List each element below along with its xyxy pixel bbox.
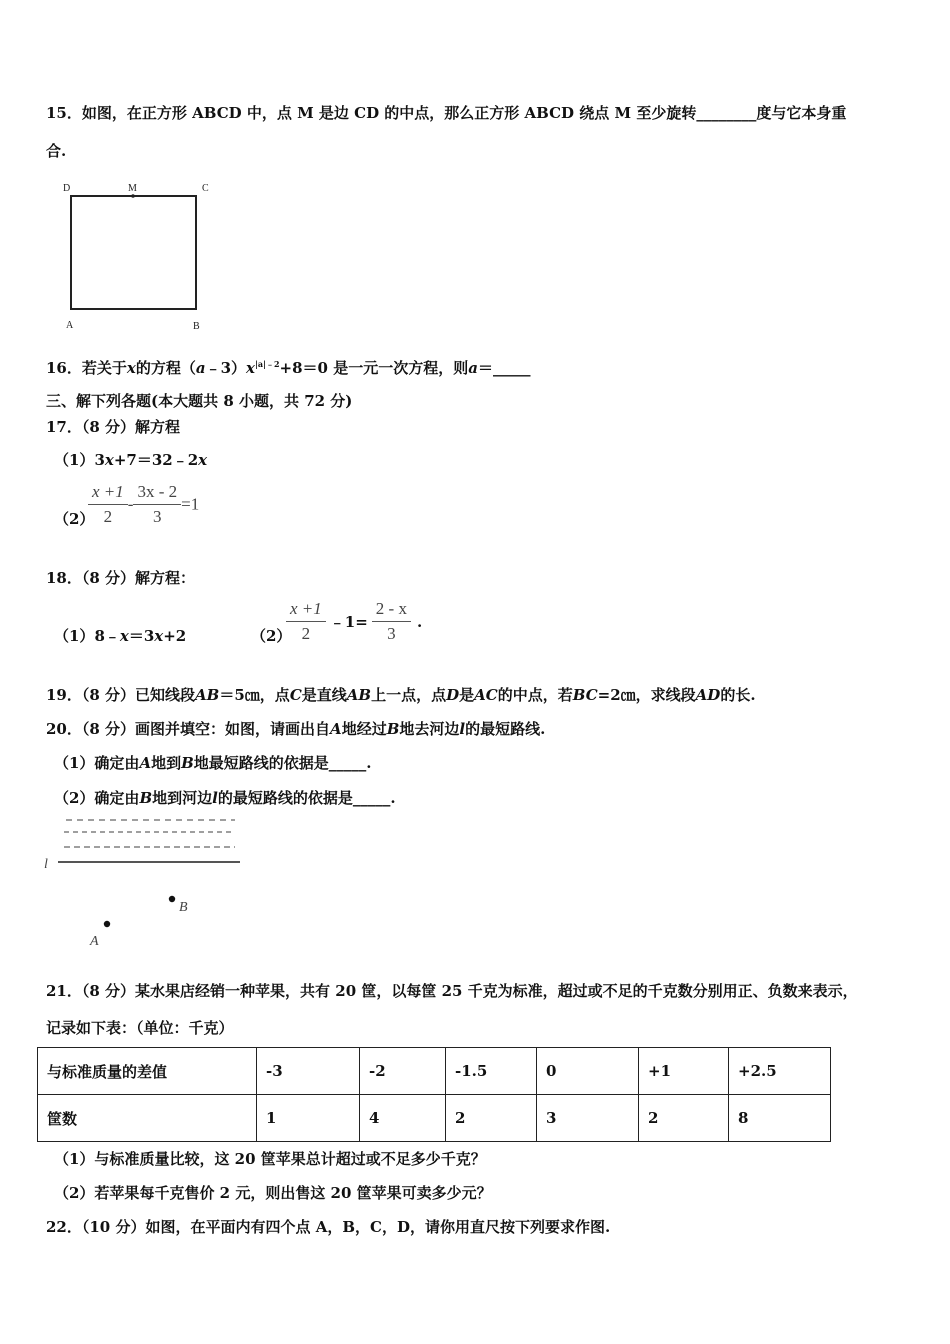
table-row [38,1095,831,1142]
q21-part2: （2）若苹果每千克售价 2 元，则出售这 20 筐苹果可卖多少元？ [54,1184,492,1202]
q17-minus: - [127,494,134,514]
q18-title: 18．（8 分）解方程： [46,569,196,587]
q18-p1-label: （1） [54,627,95,645]
q17-num-2: 3x - 2 [133,482,181,505]
q20-p2-c: 的最短路线的依据是_____. [217,789,396,807]
label-b: B [193,321,200,332]
point-m [131,194,135,198]
q17-den-1: 2 [103,507,113,526]
q16-prefix: 16．若关于 [46,359,127,377]
point-b [169,896,175,902]
q21-line1: 21．（8 分）某水果店经销一种苹果，共有 20 筐，以每筐 25 千克为标准，超过或不足的千克数分别用正、负数来表示， [46,982,858,1000]
q17-p1-x2: x [198,451,208,469]
table-cell: 1 [257,1095,360,1142]
q20-part1 [54,752,372,773]
q18-p1-b: ＝3 [128,627,155,645]
q19-t8: 的长. [720,686,756,704]
q18-den-2: 3 [387,624,396,643]
q20-part2 [54,787,396,808]
label-c: C [202,183,209,194]
q17-part2-expr [88,482,199,527]
table-cell: 3 [537,1095,639,1142]
q19-c: C [289,686,302,704]
q20-t4: 的最短路线. [465,720,546,738]
label-a: A [66,320,74,331]
section3-heading: 三、解下列各题(本大题共 8 小题，共 72 分) [46,392,353,410]
q17-title: 17．（8 分）解方程 [46,418,181,436]
q18-p2-label: （2） [251,627,292,645]
q19-t7: =2㎝，求线段 [597,686,696,704]
point-a [104,921,110,927]
label-d: D [63,183,71,194]
q16-blank: ＝_____ [477,359,531,377]
table-cell: 0 [537,1048,639,1095]
q18-p1-x1: x [119,627,129,645]
table-cell: 8 [729,1095,831,1142]
q17-p2-label: （2） [54,510,95,528]
q18-part1 [54,625,186,646]
q21-line2: 记录如下表：（单位：千克） [46,1019,234,1037]
q17-num-1: x +1 [88,482,128,505]
q19-t5: 是 [459,686,475,704]
q18-p1-a: 8﹣ [94,627,120,645]
q19-t2: ＝5㎝，点 [219,686,290,704]
q17-equals: =1 [181,494,200,514]
table-cell: 2 [446,1095,537,1142]
label-m: M [128,183,137,194]
table-row-label: 与标准质量的差值 [38,1048,257,1095]
q20-b: B [386,720,400,738]
q19-line [46,684,756,705]
q19-ab: AB [195,686,220,704]
q16-var-a2: a [468,359,478,377]
q19-ad: AD [695,686,721,704]
q19-bc: BC [572,686,598,704]
q19-ab2: AB [346,686,372,704]
q18-part2-expr [286,599,422,644]
q15-line2: 合. [46,142,67,160]
q19-t6: 的中点，若 [497,686,573,704]
q20-p2-a: （2）确定由 [54,789,140,807]
q15-line1: 15．如图，在正方形 ABCD 中，点 M 是边 CD 的中点，那么正方形 ABCD 绕点 M 至少旋转________度与它本身重 [46,104,847,122]
q18-den-1: 2 [301,624,311,643]
q16-mid: 的方程（ [135,359,196,377]
q19-ac: AC [474,686,498,704]
label-river-l: l [44,857,48,872]
q16-minus3: ﹣3） [205,359,247,377]
q16-line [46,357,530,378]
q20-t3: 地去河边 [399,720,460,738]
table-cell: 4 [360,1095,446,1142]
q19-t1: 19．（8 分）已知线段 [46,686,196,704]
q20-p2-b: 地到河边 [152,789,213,807]
q20-p1-A: A [139,754,152,772]
q21-part1: （1）与标准质量比较，这 20 筐苹果总计超过或不足多少千克？ [54,1150,486,1168]
q18-minus-one: ﹣1= [329,613,368,631]
label-point-b: B [179,900,188,915]
q17-p1-x1: x [104,451,114,469]
q18-fraction-1 [286,599,326,644]
q18-num-1: x +1 [286,599,326,622]
q20-p1-b: 地到 [151,754,182,772]
q16-var-x: x [126,359,136,377]
table-cell: -2 [360,1048,446,1095]
river-figure [40,812,250,952]
q19-t3: 是直线 [301,686,347,704]
weight-diff-table [37,1047,831,1142]
q18-fraction-2 [372,599,411,644]
table-cell: -1.5 [446,1048,537,1095]
table-cell: +1 [639,1048,729,1095]
q16-suffix: +8＝0 是一元一次方程，则 [279,359,469,377]
q17-fraction-2 [133,482,181,527]
q20-t2: 地经过 [341,720,387,738]
square-abcd [71,196,196,309]
table-row-label: 筐数 [38,1095,257,1142]
q20-a: A [330,720,342,738]
q20-l: l [459,720,466,738]
table-cell: +2.5 [729,1048,831,1095]
q20-p2-B: B [139,789,153,807]
q17-p1-label: （1） [54,451,95,469]
q20-line [46,718,545,739]
q22-line1: 22．（10 分）如图，在平面内有四个点 A，B，C，D，请你用直尺按下列要求作图. [46,1218,611,1236]
q19-d: D [446,686,460,704]
square-figure [55,178,225,336]
q17-part1 [54,449,207,470]
q16-var-x2: x [246,359,255,377]
table-cell: 2 [639,1095,729,1142]
q18-num-2: 2 - x [372,599,411,622]
table-row [38,1048,831,1095]
q18-p1-c: +2 [163,627,187,645]
q17-den-2: 3 [153,507,162,526]
q17-p1-b: +7＝32﹣2 [113,451,199,469]
q20-p1-B: B [181,754,194,772]
label-point-a: A [90,934,99,949]
q20-t1: 20．（8 分）画图并填空：如图，请画出自 [46,720,331,738]
q18-p1-x2: x [154,627,164,645]
q20-p2-l: l [212,789,218,807]
q20-p1-c: 地最短路线的依据是_____. [193,754,372,772]
q17-fraction-1 [88,482,128,527]
q19-t4: 上一点，点 [371,686,447,704]
q16-var-a: a [195,359,206,377]
q17-p1-a: 3 [94,451,105,469]
q18-dot: . [416,612,423,631]
q20-p1-a: （1）确定由 [54,754,140,772]
q16-exponent: |a|﹣2 [254,359,280,369]
table-cell: -3 [257,1048,360,1095]
